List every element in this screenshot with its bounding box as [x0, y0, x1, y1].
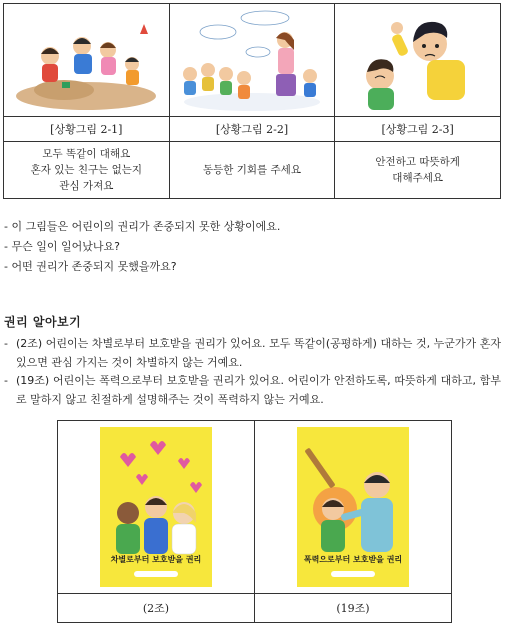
- poster-title: 폭력으로부터 보호받을 권리: [303, 555, 403, 564]
- rights-list: [4, 335, 501, 409]
- situation-text-2: [169, 142, 335, 199]
- poster-table: [57, 420, 452, 623]
- situation-text-1: [4, 142, 170, 199]
- situation-text-line: 동등한 기회를 주세요: [203, 164, 301, 176]
- situation-image-1: [4, 4, 170, 117]
- children-hearts-illustration: [100, 427, 212, 557]
- situation-text-line: 안전하고 따뜻하게: [375, 156, 460, 168]
- scolding-adult-illustration: [335, 4, 500, 116]
- situation-table: [3, 3, 501, 199]
- situation-caption-3: [상황그림 2-3]: [335, 117, 501, 142]
- poster-violence: [297, 427, 409, 587]
- section-title: 권리 알아보기: [4, 315, 82, 329]
- poster-discrimination: [100, 427, 212, 587]
- poster-logo: [100, 571, 212, 579]
- situation-image-2: [169, 4, 335, 117]
- poster-cell-2: [255, 421, 452, 594]
- question-item: - 이 그림들은 어린이의 권리가 존중되지 못한 상황이에요.: [4, 220, 281, 233]
- question-item: - 무슨 일이 일어났나요?: [4, 240, 120, 253]
- rights-item: [4, 372, 501, 409]
- situation-text-line: 모두 똑같이 대해요: [42, 148, 131, 160]
- poster-cell-1: [58, 421, 255, 594]
- teacher-children-illustration: [170, 4, 335, 116]
- situation-image-3: [335, 4, 501, 117]
- situation-text-3: [335, 142, 501, 199]
- rights-item: [4, 335, 501, 372]
- rights-item-text: (2조) 어린이는 차별로부터 보호받을 권리가 있어요. 모두 똑같이(공평하게) 대하는 것, 누군가가 혼자 있으면 관심 가지는 것이 차별하지 않는 거예요.: [16, 337, 501, 369]
- poster-label-1: (2조): [58, 594, 255, 623]
- list-dash: -: [4, 374, 8, 387]
- situation-text-line: 혼자 있는 친구는 없는지: [30, 164, 143, 176]
- list-dash: -: [4, 337, 8, 350]
- question-item: - 어떤 권리가 존중되지 못했을까요?: [4, 260, 177, 273]
- poster-logo: [297, 571, 409, 579]
- situation-caption-2: [상황그림 2-2]: [169, 117, 335, 142]
- situation-text-line: 대해주세요: [392, 172, 444, 184]
- poster-label-2: (19조): [255, 594, 452, 623]
- situation-caption-1: [상황그림 2-1]: [4, 117, 170, 142]
- rights-item-text: (19조) 어린이는 폭력으로부터 보호받을 권리가 있어요. 어린이가 안전하도록, 따뜻하게 대하고, 함부로 말하지 않고 친절하게 설명해주는 것이 폭력하지 않는 거예요.: [16, 374, 501, 406]
- sandbox-children-illustration: [4, 4, 169, 116]
- protection-from-violence-illustration: [297, 427, 409, 557]
- situation-text-line: 관심 가져요: [59, 180, 114, 192]
- poster-title: 차별로부터 보호받을 권리: [110, 555, 202, 564]
- question-list: [4, 217, 280, 277]
